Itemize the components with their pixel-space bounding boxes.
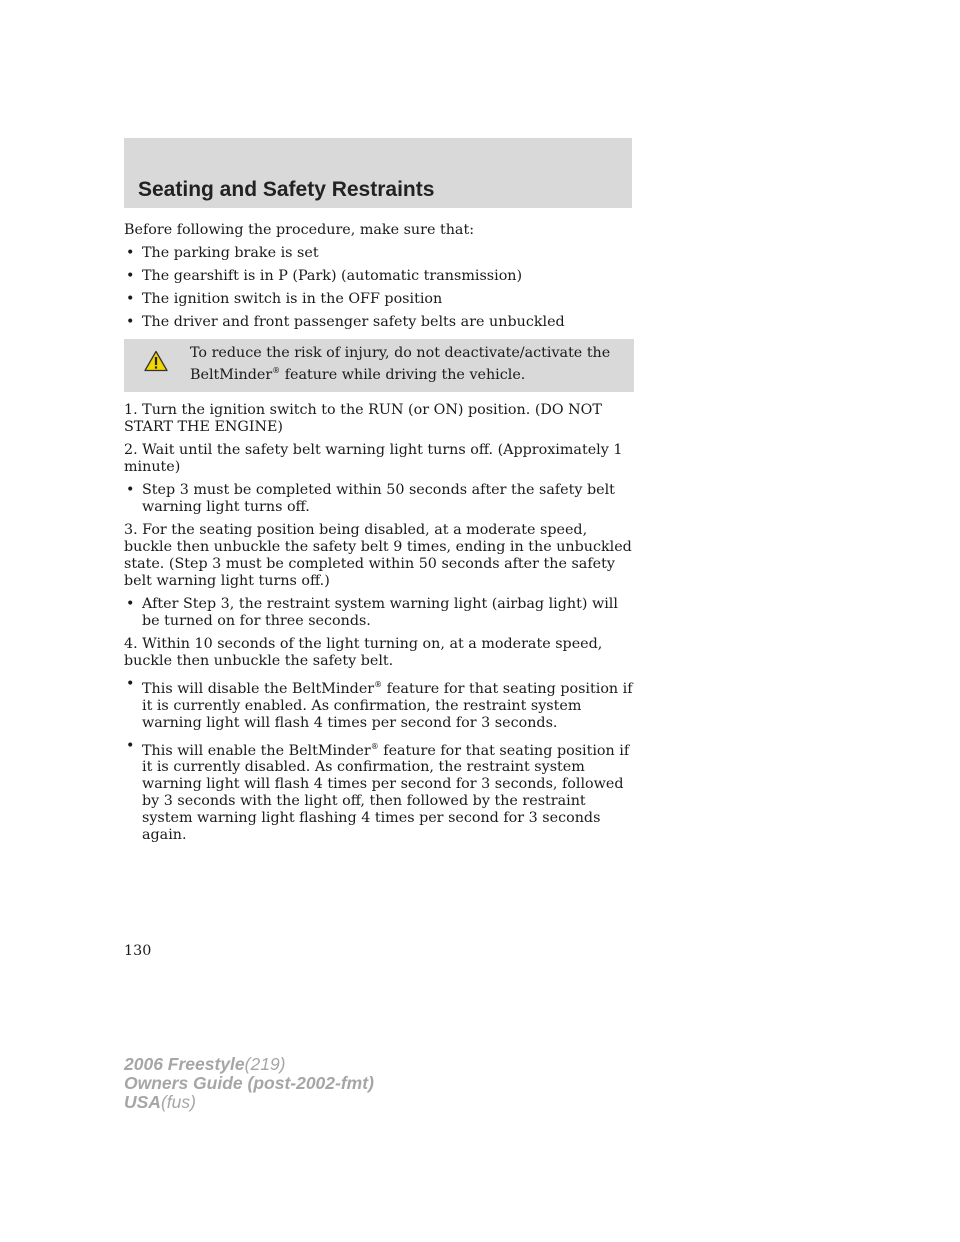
warning-text: To reduce the risk of injury, do not deactivate/activate the BeltMinder [190,345,611,383]
checklist-item: • The parking brake is set [126,245,319,261]
section-header [124,138,632,208]
step-4-note-enable: • This will enable the BeltMinder® feature for that seating position if it is currently disabled. As confirmation, the restraint system warning light will flash 4 times per second for 3 seconds, followed by 3 seconds with the light off, then followed by the restraint system warning light flashing 4 times per second for 3 seconds again. [126,737,630,844]
bullet-marker: • [126,481,135,498]
trademark-mark: ® [374,679,383,689]
trademark-mark: ® [272,366,281,375]
document-footer [124,1055,374,1112]
step-4: 4. Within 10 seconds of the light turning on, at a moderate speed, buckle then unbuckle the safety belt. [124,635,603,669]
trademark-mark: ® [370,741,379,751]
footer-line-2: Owners Guide (post-2002-fmt) [124,1073,374,1093]
bullet-marker: • [126,675,135,692]
intro-text: Before following the procedure, make sure that: [124,222,475,238]
checklist-item: • The ignition switch is in the OFF position [126,291,443,307]
footer-line-3: USA(fus) [124,1092,196,1112]
step-1: 1. Turn the ignition switch to the RUN (or ON) position. (DO NOT START THE ENGINE) [124,401,602,435]
step-3: 3. For the seating position being disabled, at a moderate speed, buckle then unbuckle the safety belt 9 times, ending in the unbuckled state. (Step 3 must be completed within 50 seconds after the safety belt warning light turns off.) [124,521,632,589]
footer-line-1: 2006 Freestyle(219) [124,1054,286,1074]
step-2: 2. Wait until the safety belt warning light turns off. (Approximately 1 minute) [124,441,623,475]
step-3-note: • After Step 3, the restraint system warning light (airbag light) will be turned on for three seconds. [126,595,618,629]
step-2-note: • Step 3 must be completed within 50 seconds after the safety belt warning light turns off. [126,481,615,515]
warning-box: To reduce the risk of injury, do not deactivate/activate the BeltMinder® feature while driving the vehicle. [124,339,634,392]
bullet-marker: • [126,245,135,261]
page-content [124,222,634,850]
section-title: Seating and Safety Restraints [138,178,435,201]
bullet-marker: • [126,291,135,307]
bullet-marker: • [126,595,135,612]
checklist-item: • The gearshift is in P (Park) (automatic transmission) [126,268,523,284]
bullet-marker: • [126,737,135,754]
bullet-marker: • [126,268,135,284]
page-number: 130 [124,943,152,959]
bullet-marker: • [126,314,135,330]
checklist-item: • The driver and front passenger safety belts are unbuckled [126,314,565,330]
step-4-note-disable: • This will disable the BeltMinder® feature for that seating position if it is currently enabled. As confirmation, the restraint system warning light will flash 4 times per second for 3 seconds. [126,675,633,731]
warning-triangle-icon [144,350,168,372]
